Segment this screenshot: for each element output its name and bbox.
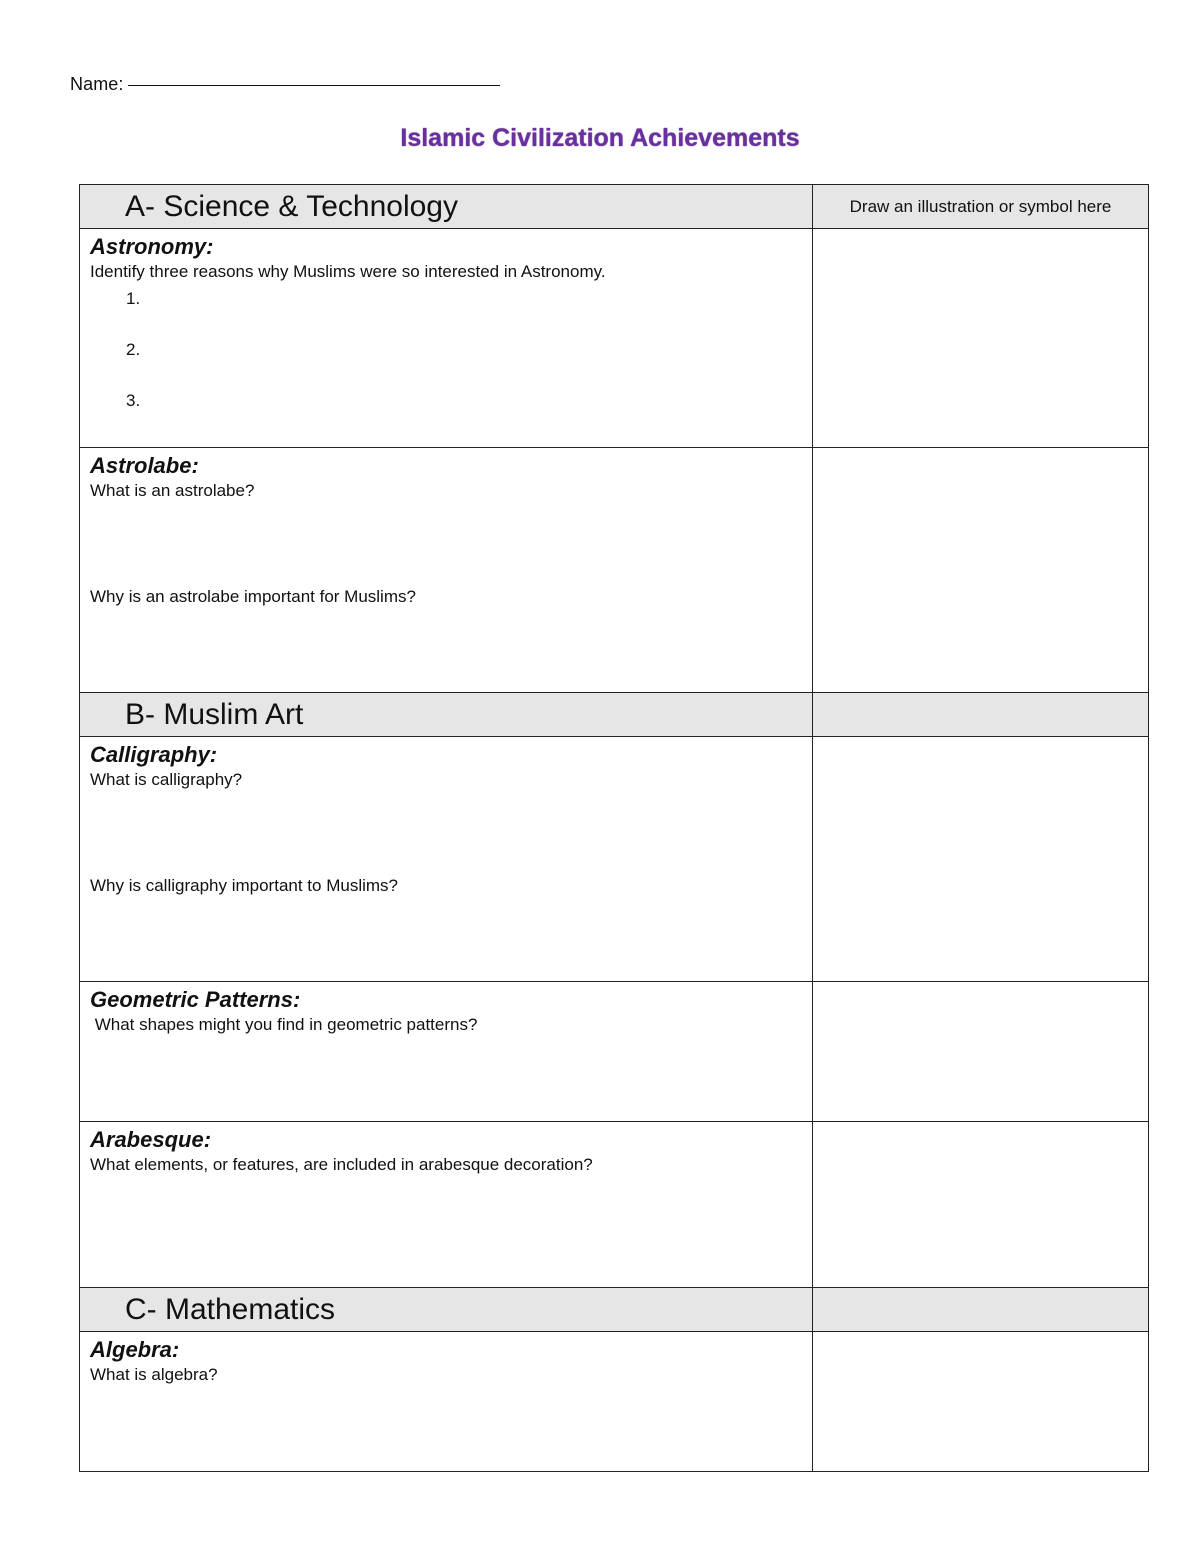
topic-heading: Algebra: [90,1337,180,1362]
algebra-drawing-cell[interactable] [813,1332,1149,1472]
question-text: What is algebra? [90,1365,218,1384]
section-header-science [80,185,1149,229]
arabesque-drawing-cell[interactable] [813,1122,1149,1288]
list-item: 2. [126,340,141,359]
question-text: Why is calligraphy important to Muslims? [90,876,398,895]
section-title-cell [80,1288,813,1332]
question-text: Why is an astrolabe important for Muslims? [90,587,416,606]
section-title-cell [80,693,813,737]
topic-row-astronomy [80,229,1149,448]
astrolabe-answer-cell[interactable] [80,448,813,693]
topic-row-astrolabe [80,448,1149,693]
topic-heading: Geometric Patterns: [90,987,301,1012]
name-label: Name: [70,74,124,94]
topic-row-arabesque [80,1122,1149,1288]
draw-column-header [813,1288,1149,1332]
section-title: B- Muslim Art [125,698,304,731]
astrolabe-drawing-cell[interactable] [813,448,1149,693]
page-title: Islamic Civilization Achievements [400,124,800,152]
astronomy-answer-cell[interactable] [80,229,813,448]
topic-row-calligraphy [80,737,1149,982]
astronomy-drawing-cell[interactable] [813,229,1149,448]
topic-heading: Astrolabe: [90,453,199,478]
topic-heading: Calligraphy: [90,742,218,767]
section-title-cell [80,185,813,229]
calligraphy-answer-cell[interactable] [80,737,813,982]
geometric-drawing-cell[interactable] [813,982,1149,1122]
calligraphy-drawing-cell[interactable] [813,737,1149,982]
question-text: Identify three reasons why Muslims were so interested in Astronomy. [90,262,606,281]
algebra-answer-cell[interactable] [80,1332,813,1472]
topic-row-algebra [80,1332,1149,1472]
draw-hint: Draw an illustration or symbol here [849,196,1112,216]
numbered-list [126,287,802,440]
name-blank[interactable] [128,85,500,86]
geometric-answer-cell[interactable] [80,982,813,1122]
name-field-line [70,74,500,95]
list-item: 1. [126,289,141,308]
worksheet-table [79,184,1149,1472]
topic-heading: Arabesque: [90,1127,212,1152]
question-text: What elements, or features, are included in arabesque decoration? [90,1155,593,1174]
topic-row-geometric-patterns [80,982,1149,1122]
question-text: What is an astrolabe? [90,481,255,500]
section-title: A- Science & Technology [125,190,458,223]
draw-column-header [813,185,1149,229]
arabesque-answer-cell[interactable] [80,1122,813,1288]
list-item: 3. [126,391,141,410]
topic-heading: Astronomy: [90,234,214,259]
section-header-art [80,693,1149,737]
section-header-mathematics [80,1288,1149,1332]
draw-column-header [813,693,1149,737]
question-text: What is calligraphy? [90,770,243,789]
question-text: What shapes might you find in geometric patterns? [90,1015,478,1034]
section-title: C- Mathematics [125,1293,336,1326]
